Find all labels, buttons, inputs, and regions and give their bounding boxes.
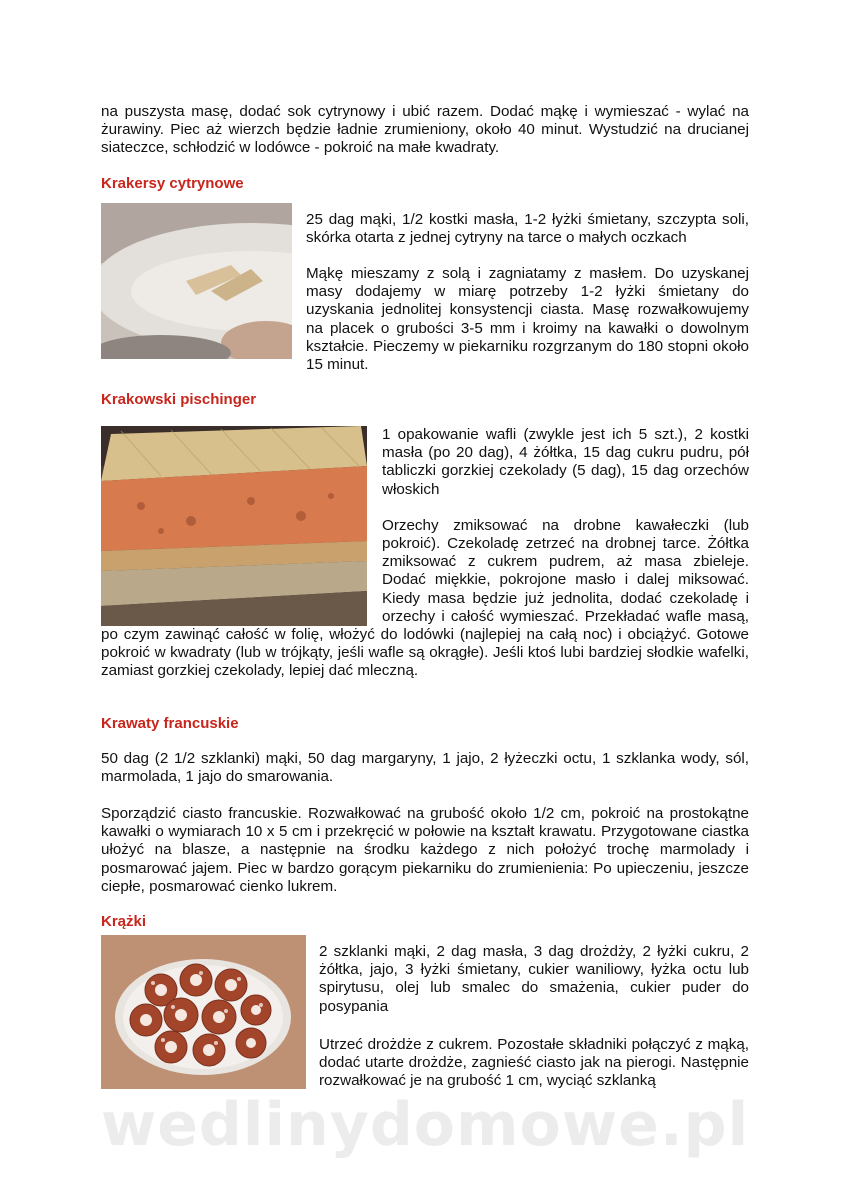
heading-krazki: Krążki xyxy=(101,913,147,930)
heading-krawaty: Krawaty francuskie xyxy=(101,715,239,732)
photo-krakersy xyxy=(101,203,292,359)
krazki-method: Utrzeć drożdże z cukrem. Pozostałe składniki połączyć z mąką, dodać utarte drożdże, zagnieść ciasto jak na pierogi. Następnie rozwałkować je na grubość 1 cm, wyciąć szklanką xyxy=(319,1036,749,1090)
heading-pischinger: Krakowski pischinger xyxy=(101,391,257,408)
pischinger-block xyxy=(101,426,749,681)
photo-krazki xyxy=(101,935,306,1089)
krakersy-method: Mąkę mieszamy z solą i zagniatamy z masłem. Do uzyskanej masy dodajemy w miarę potrzeby 1-2 łyżki śmietany do uzyskania jednolitej konsystencji ciasta. Masę rozwałkowujemy na placek o grubości 3-5 mm i kroimy na kawałki o dowolnym kształcie. Pieczemy w piekarniku rozgrzanym do 180 stopni około 15 minut. xyxy=(306,265,749,374)
watermark: wedlinydomowe.pl xyxy=(100,1090,750,1160)
pischinger-ingredients: 1 opakowanie wafli (zwykle jest ich 5 szt.), 2 kostki masła (po 20 dag), 4 żółtka, 15 dag cukru pudru, pół tabliczki gorzkiej czekolady (5 dag), 15 dag orzechów włoskich xyxy=(382,426,749,498)
krazki-ingredients: 2 szklanki mąki, 2 dag masła, 3 dag drożdży, 2 łyżki cukru, 2 żółtka, jajo, 3 łyżki śmietany, cukier waniliowy, łyżka octu lub spirytusu, olej lub smalec do smażenia, cukier puder do posypania xyxy=(319,943,749,1015)
intro-paragraph: na puszysta masę, dodać sok cytrynowy i ubić razem. Dodać mąkę i wymieszać - wylać na żurawiny. Piec aż wierzch będzie ładnie zrumieniony, około 40 minut. Wystudzić na drucianej siateczce, schłodzić w lodówce - pokroić na małe kwadraty. xyxy=(101,103,749,157)
krawaty-ingredients: 50 dag (2 1/2 szklanki) mąki, 50 dag margaryny, 1 jajo, 2 łyżeczki octu, 1 szklanka wody, sól, marmolada, 1 jajo do smarowania. xyxy=(101,750,749,786)
krakersy-ingredients: 25 dag mąki, 1/2 kostki masła, 1-2 łyżki śmietany, szczypta soli, skórka otarta z jednej cytryny na tarce o małych oczkach xyxy=(306,211,749,247)
photo-pischinger xyxy=(101,426,367,626)
krawaty-method: Sporządzić ciasto francuskie. Rozwałkować na grubość około 1/2 cm, pokroić na prostokątne kawałki o wymiarach 10 x 5 cm i przekręcić w połowie na kształt krawatu. Przygotowane ciastka ułożyć na blasze, a następnie na środku każdego z nich położyć trochę marmolady i posmarować jajem. Piec w bardzo gorącym piekarniku do zrumienienia: Po upieczeniu, jeszcze ciepłe, posmarować cienko lukrem. xyxy=(101,805,749,895)
pischinger-method: Orzechy zmiksować na drobne kawałeczki (lub pokroić). Czekoladę zetrzeć na drobnej tarce. Żółtka zmiksować z cukrem pudrem, aż masa zbieleje. Dodać miękkie, pokrojone masło i dalej miksować. Kiedy masa będzie już jednolita, dodać czekoladę i orzechy i całość wymieszać. Przekładać wafle masą, po czym zawinąć całość w folię, włożyć do lodówki (najlepiej na całą noc) i obciążyć. Gotowe pokroić w kwadraty (lub w trójkąty, jeśli wafle są okrągłe). Jeśli ktoś lubi bardziej słodkie wafelki, zamiast gorzkiej czekolady, lepiej dać mleczną. xyxy=(101,516,749,680)
heading-krakersy: Krakersy cytrynowe xyxy=(101,175,244,192)
